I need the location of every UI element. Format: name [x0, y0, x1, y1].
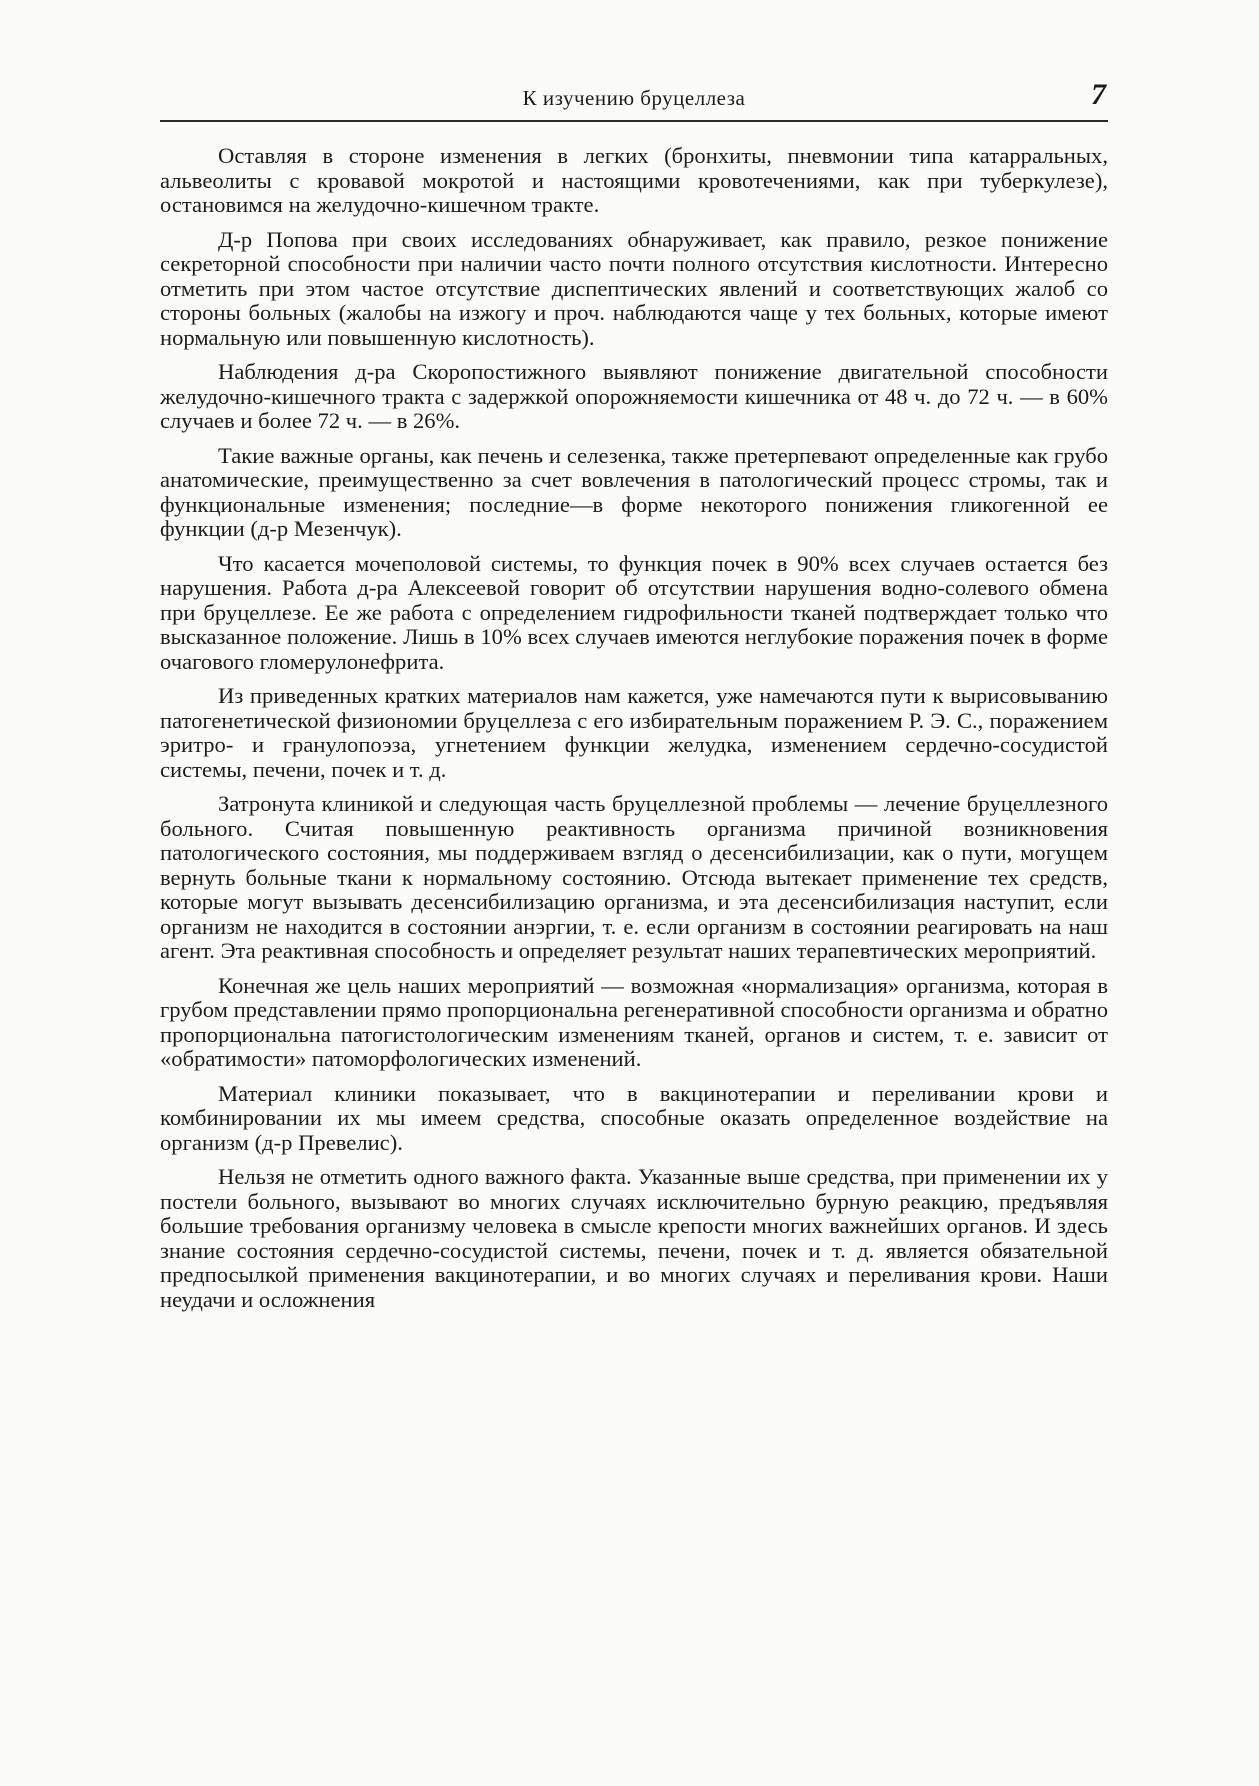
- paragraph: Из приведенных кратких материалов нам кажется, уже намечаются пути к вырисовыванию патогенетической физиономии бруцеллеза с его избирательным поражением Р. Э. С., поражением эритро- и гранулопоэза, угнетением функции желудка, изменением сердечно-сосудистой системы, печени, почек и т. д.: [160, 683, 1108, 782]
- running-title: К изучению бруцеллеза: [522, 86, 746, 110]
- paragraph: Нельзя не отметить одного важного факта. Указанные выше средства, при применении их у постели больного, вызывают во многих случаях исключительно бурную реакцию, предъявляя большие требования организму человека в смысле крепости многих важнейших органов. И здесь знание состояния сердечно-сосудистой системы, печени, почек и т. д. является обязательной предпосылкой применения вакцинотерапии, и во многих случаях и переливания крови. Наши неудачи и осложнения: [160, 1164, 1108, 1312]
- paragraph: Д-р Попова при своих исследованиях обнаруживает, как правило, резкое понижение секреторной способности при наличии часто почти полного отсутствия кислотности. Интересно отметить при этом частое отсутствие диспептических явлений и соответствующих жалоб со стороны больных (жалобы на изжогу и проч. наблюдаются чаще у тех больных, которые имеют нормальную или повышенную кислотность).: [160, 226, 1108, 350]
- paragraph: Наблюдения д-ра Скоропостижного выявляют понижение двигательной способности желудочно-кишечного тракта с задержкой опорожняемости кишечника от 48 ч. до 72 ч. — в 60% случаев и более 72 ч. — в 26%.: [160, 359, 1108, 433]
- paragraph: Затронута клиникой и следующая часть бруцеллезной проблемы — лечение бруцеллезного больного. Считая повышенную реактивность организма причиной возникновения патологического состояния, мы поддерживаем взгляд о десенсибилизации, как о пути, могущем вернуть больные ткани к нормальному состоянию. Отсюда вытекает применение тех средств, которые могут вызывать десенсибилизацию организма, и эта десенсибилизация наступит, если организм не находится в состоянии анэргии, т. е. если организм в состоянии реагировать на наш агент. Эта реактивная способность и определяет результат наших терапевтических мероприятий.: [160, 791, 1108, 963]
- paragraph: Что касается мочеполовой системы, то функция почек в 90% всех случаев остается без нарушения. Работа д-ра Алексеевой говорит об отсутствии нарушения водно-солевого обмена при бруцеллезе. Ее же работа с определением гидрофильности тканей подтверждает только что высказанное положение. Лишь в 10% всех случаев имеются неглубокие поражения почек в форме очагового гломерулонефрита.: [160, 550, 1108, 674]
- page-number: 7: [1091, 78, 1106, 111]
- page-header: [160, 78, 1108, 122]
- body-text: [160, 144, 1108, 1322]
- paragraph: Такие важные органы, как печень и селезенка, также претерпевают определенные как грубо анатомические, преимущественно за счет вовлечения в патологический процесс стромы, так и функциональные изменения; последние—в форме некоторого понижения гликогенной ее функции (д-р Мезенчук).: [160, 442, 1108, 541]
- paragraph: Материал клиники показывает, что в вакцинотерапии и переливании крови и комбинировании их мы имеем средства, способные оказать определенное воздействие на организм (д-р Превелис).: [160, 1080, 1108, 1155]
- paragraph: Оставляя в стороне изменения в легких (бронхиты, пневмонии типа катарральных, альвеолиты с кровавой мокротой и настоящими кровотечениями, как при туберкулезе), остановимся на желудочно-кишечном тракте.: [160, 143, 1108, 217]
- paragraph: Конечная же цель наших мероприятий — возможная «нормализация» организма, которая в грубом представлении прямо пропорциональна регенеративной способности организма и обратно пропорциональна патогистологическим изменениям тканей, органов и систем, т. е. зависит от «обратимости» патоморфологических изменений.: [160, 972, 1108, 1071]
